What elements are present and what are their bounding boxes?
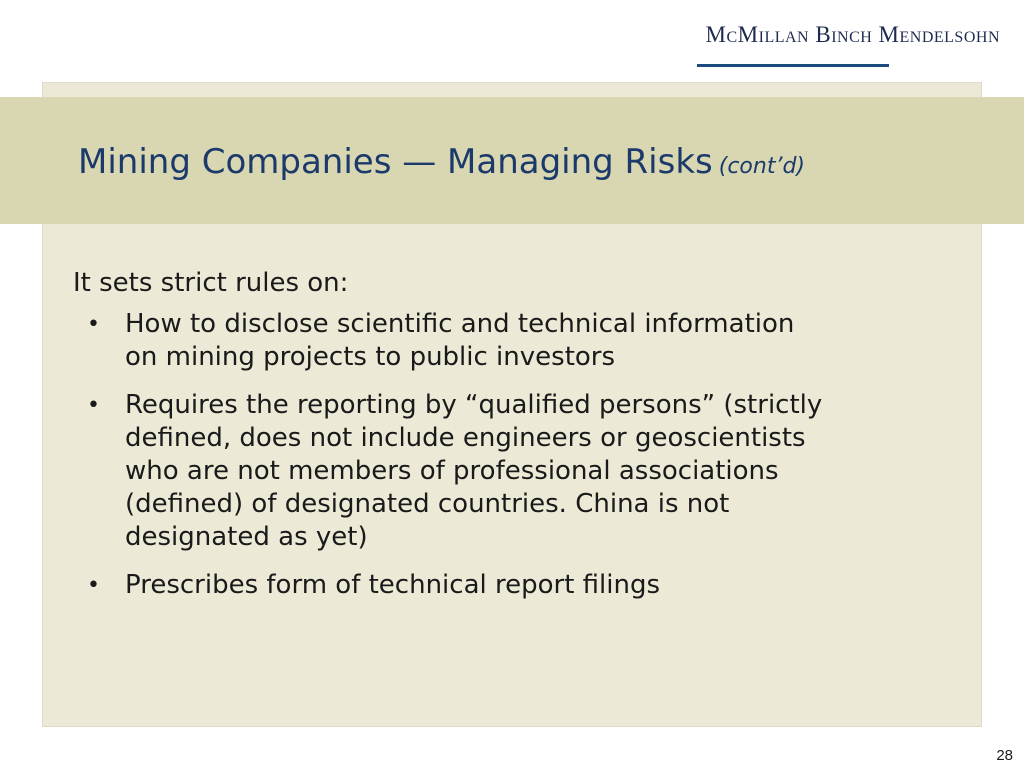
slide-body <box>73 266 973 617</box>
bullet-item <box>73 569 973 602</box>
slide-title-main: Mining Companies — Managing Risks <box>78 142 713 182</box>
bullet-list <box>73 308 973 602</box>
bullet-line: (defined) of designated countries. China is not <box>125 489 730 519</box>
brand-underline <box>697 64 889 67</box>
slide-title-suffix: (cont’d) <box>718 154 805 179</box>
brand-logo-text: McMillan Binch Mendelsohn <box>705 22 1000 47</box>
bullet-dot-icon: • <box>87 312 100 337</box>
bullet-line: on mining projects to public investors <box>125 342 616 372</box>
bullet-line: defined, does not include engineers or geoscientists <box>125 423 806 453</box>
bullet-dot-icon: • <box>87 573 100 598</box>
bullet-item <box>73 308 973 374</box>
page-number: 28 <box>996 747 1013 764</box>
intro-text: It sets strict rules on: <box>73 268 349 298</box>
bullet-dot-icon: • <box>87 393 100 418</box>
bullet-line: Prescribes form of technical report filings <box>125 570 661 600</box>
slide-title <box>78 142 805 187</box>
bullet-line: who are not members of professional associations <box>125 456 779 486</box>
bullet-item <box>73 389 973 554</box>
bullet-line: Requires the reporting by “qualified persons” (strictly <box>125 390 823 420</box>
bullet-line: designated as yet) <box>125 522 368 552</box>
bullet-line: How to disclose scientific and technical information <box>125 309 795 339</box>
